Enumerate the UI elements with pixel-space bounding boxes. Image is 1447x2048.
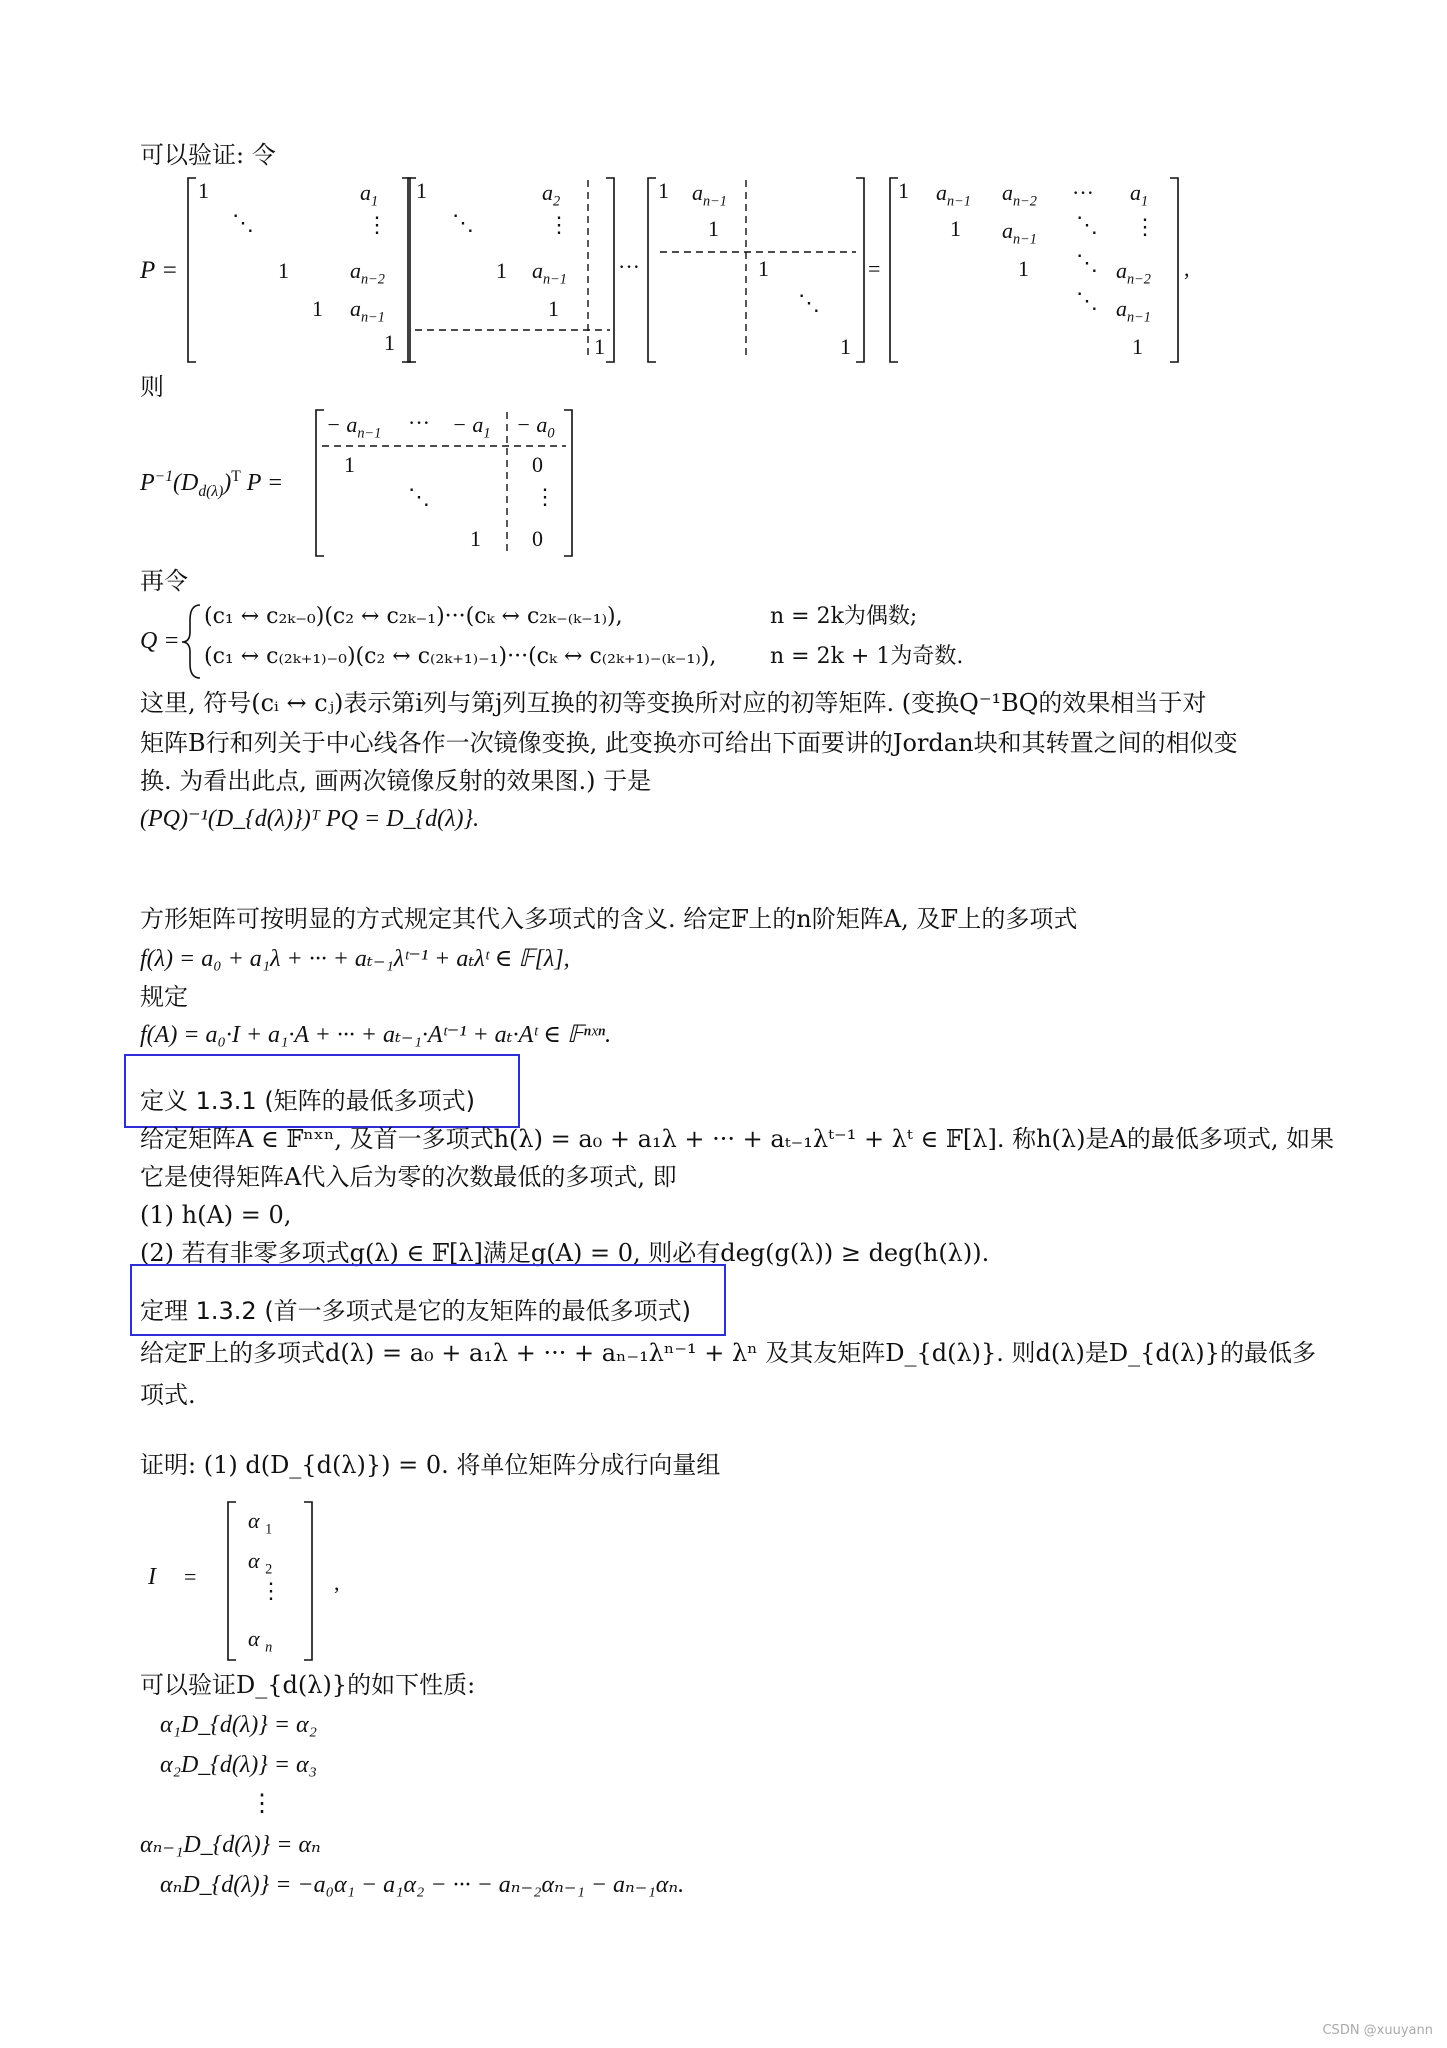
- q-def-odd-cond: n = 2k + 1为奇数.: [770, 644, 964, 669]
- theorem-title: 定理 1.3.2 (首一多项式是它的友矩阵的最低多项式): [140, 1297, 692, 1325]
- f-of-a: f(A) = a₀·I + a₁·A + ··· + aₜ₋₁·Aᵗ⁻¹ + aₜ·Aᵗ ∈ 𝔽ⁿˣⁿ.: [140, 1022, 612, 1048]
- proof-eq-5: αₙD_{d(λ)} = −a₀α₁ − a₁α₂ − ··· − aₙ₋₂αₙ₋₁ − aₙ₋₁αₙ.: [160, 1872, 685, 1898]
- explain-line-2: 矩阵B行和列关于中心线各作一次镜像变换, 此变换亦可给出下面要讲的Jordan块和其转置之间的相似变: [140, 729, 1238, 757]
- result-equation: (PQ)⁻¹(D_{d(λ)})ᵀ PQ = D_{d(λ)}.: [140, 806, 480, 832]
- q-symbol: Q =: [140, 628, 180, 654]
- definition-cond-1: (1) h(A) = 0,: [140, 1201, 292, 1229]
- intro-then: 则: [140, 373, 164, 401]
- intro-lead: 可以验证: 令: [140, 141, 276, 169]
- definition-body-2: 它是使得矩阵A代入后为零的次数最低的多项式, 即: [140, 1163, 677, 1191]
- definition-body-1: 给定矩阵A ∈ 𝔽ⁿˣⁿ, 及首一多项式h(λ) = a₀ + a₁λ + ··· + aₜ₋₁λᵗ⁻¹ + λᵗ ∈ 𝔽[λ]. 称h(λ)是A的最低多项式, 如果: [140, 1125, 1335, 1153]
- proof-line-1: 证明: (1) d(D_{d(λ)}) = 0. 将单位矩阵分成行向量组: [140, 1451, 721, 1479]
- explain-line-3: 换. 为看出此点, 画两次镜像反射的效果图.) 于是: [140, 767, 652, 795]
- explain-line-1: 这里, 符号(cᵢ ↔ cⱼ)表示第i列与第j列互换的初等变换所对应的初等矩阵. (变换Q⁻¹BQ的效果相当于对: [140, 689, 1207, 717]
- theorem-body-2: 项式.: [140, 1381, 196, 1409]
- proof-eq-4: αₙ₋₁D_{d(λ)} = αₙ: [140, 1832, 321, 1858]
- proof-eq-3: ⋮: [250, 1789, 274, 1817]
- f-lambda: f(λ) = a₀ + a₁λ + ··· + aₜ₋₁λᵗ⁻¹ + aₜλᵗ ∈ 𝔽[λ],: [140, 946, 570, 972]
- q-def-odd: (c₁ ↔ c₍₂ₖ₊₁₎₋₀)(c₂ ↔ c₍₂ₖ₊₁₎₋₁)···(cₖ ↔ c₍₂ₖ₊₁₎₋₍ₖ₋₁₎),: [204, 644, 717, 669]
- define-word: 规定: [140, 983, 188, 1011]
- watermark: CSDN @xuuyann: [1322, 2023, 1433, 2038]
- q-def-even-cond: n = 2k为偶数;: [770, 604, 918, 629]
- proof-eq-1: α₁D_{d(λ)} = α₂: [160, 1712, 317, 1738]
- definition-cond-2: (2) 若有非零多项式g(λ) ∈ 𝔽[λ]满足g(A) = 0, 则必有deg(g(λ)) ≥ deg(h(λ)).: [140, 1239, 990, 1267]
- q-def-even: (c₁ ↔ c₂ₖ₋₀)(c₂ ↔ c₂ₖ₋₁)···(cₖ ↔ c₂ₖ₋₍ₖ₋₁₎),: [204, 604, 623, 629]
- theorem-body-1: 给定𝔽上的多项式d(λ) = a₀ + a₁λ + ··· + aₙ₋₁λⁿ⁻¹ + λⁿ 及其友矩阵D_{d(λ)}. 则d(λ)是D_{d(λ)}的最低多: [140, 1339, 1316, 1367]
- intro-again: 再令: [140, 567, 188, 595]
- definition-title: 定义 1.3.1 (矩阵的最低多项式): [140, 1087, 476, 1115]
- poly-paragraph: 方形矩阵可按明显的方式规定其代入多项式的含义. 给定𝔽上的n阶矩阵A, 及𝔽上的多项式: [140, 905, 1078, 933]
- proof-eq-2: α₂D_{d(λ)} = α₃: [160, 1752, 317, 1778]
- proof-verify: 可以验证D_{d(λ)}的如下性质:: [140, 1671, 476, 1699]
